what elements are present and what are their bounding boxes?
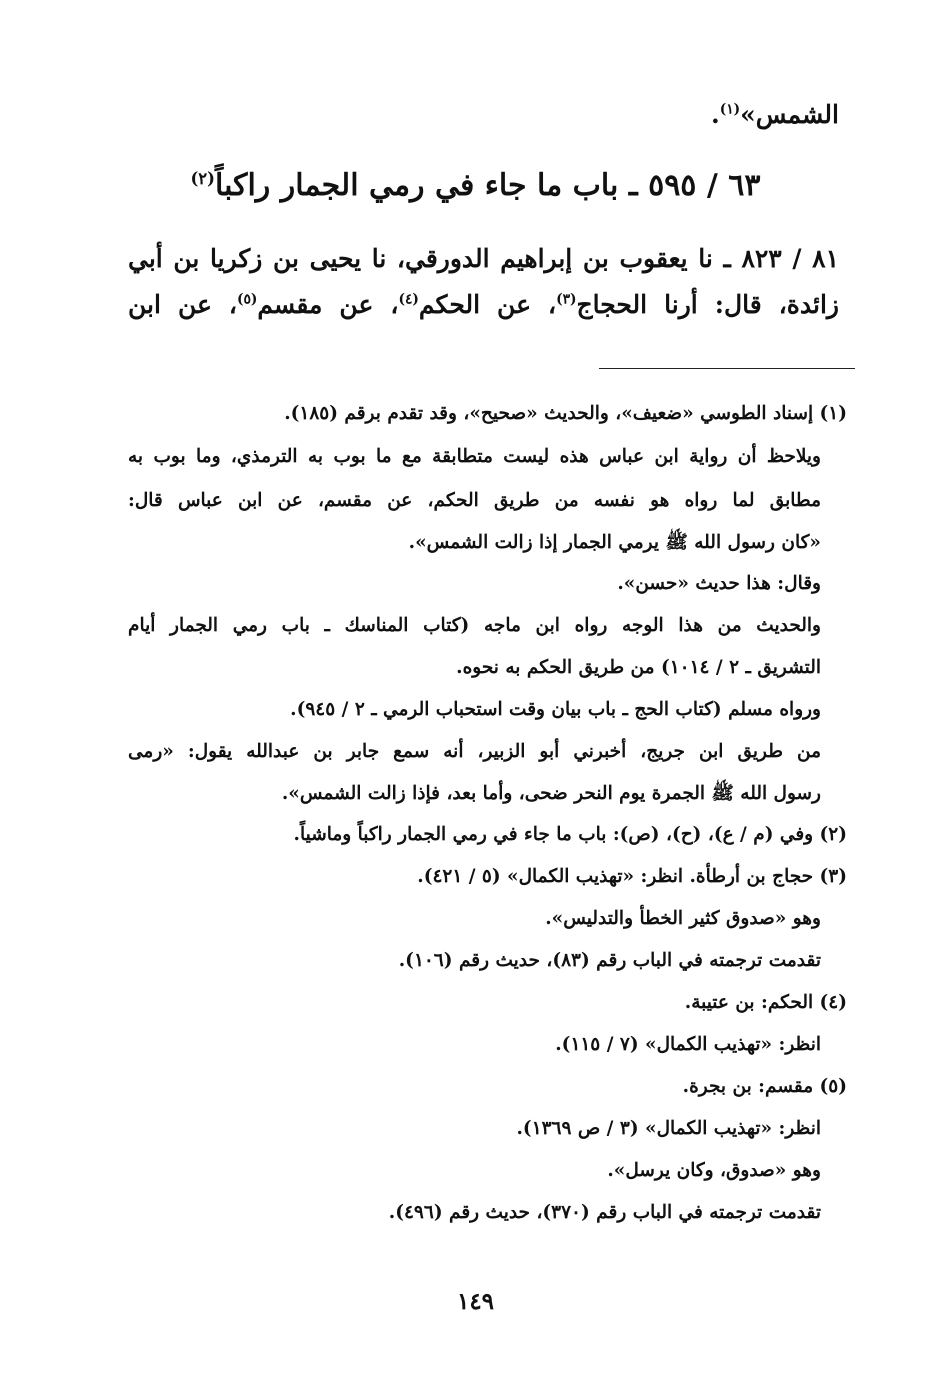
footnote-1-line-3: مطابق لما رواه هو نفسه من طريق الحكم، عن مقسم، عن ابن عباس قال: [128,490,821,511]
footnote-4-line-2: انظر: «تهذيب الكمال» (٧ / ١١٥). [555,1034,821,1055]
hadith-line-1: ٨١ / ٨٢٣ ـ نا يعقوب بن إبراهيم الدورقي، نا يحيى بن زكريا بن أبي [128,244,839,273]
footnote-3-line-3: تقدمت ترجمته في الباب رقم (٨٣)، حديث رقم (١٠٦). [398,950,821,971]
footnote-ref-2: (٢) [190,169,215,188]
footnote-1-line-6: والحديث من هذا الوجه رواه ابن ماجه (كتاب المناسك ـ باب رمي الجمار أيام [128,615,821,636]
footnote-3-line-1: (٣) حجاج بن أرطأة. انظر: «تهذيب الكمال» (٥ / ٤٢١). [417,866,847,887]
footnote-ref-3: (٣) [556,291,577,308]
footnote-5-line-3: وهو «صدوق، وكان يرسل». [607,1160,821,1181]
footnote-separator [599,368,855,369]
footnote-5-line-2: انظر: «تهذيب الكمال» (٣ / ص ١٣٦٩). [516,1118,821,1139]
footnote-1-line-2: ويلاحظ أن رواية ابن عباس هذه ليست متطابقة مع ما بوب به الترمذي، وما بوب به [128,446,821,467]
footnote-1-line-5: وقال: هذا حديث «حسن». [617,573,821,594]
hadith-line-2 [128,290,839,319]
footnote-1-line-10: رسول الله ﷺ الجمرة يوم النحر ضحى، وأما بعد، فإذا زالت الشمس». [281,783,821,804]
continuation-line: الشمس»$^{(١)}$. [711,100,839,129]
footnote-ref-5: (٥) [237,291,258,308]
footnote-1-line-1: (١) إسناد الطوسي «ضعيف»، والحديث «صحيح»، وقد تقدم برقم (١٨٥). [284,403,847,424]
hadith-line-2-part-d: ، عن ابن [128,290,237,319]
footnote-ref-1: (١) [719,101,741,118]
footnote-1-line-9: من طريق ابن جريج، أخبرني أبو الزبير، أنه سمع جابر بن عبدالله يقول: «رمى [128,741,821,762]
footnote-3-line-2: وهو «صدوق كثير الخطأ والتدليس». [545,908,821,929]
footnote-4-line-1: (٤) الحكم: بن عتيبة. [684,992,847,1013]
continuation-text: الشمس» [740,100,839,129]
hadith-line-2-part-b: ، عن الحكم [418,290,557,319]
footnote-2-line-1: (٢) وفي (م / ع)، (ح)، (ص): باب ما جاء في رمي الجمار راكباً وماشياً. [293,824,847,845]
hadith-line-2-part-a: زائدة، قال: أرنا الحجاج [576,290,840,319]
chapter-heading-text: ٦٣ / ٥٩٥ ـ باب ما جاء في رمي الجمار راكباً [214,168,761,203]
chapter-heading [0,168,951,203]
footnote-ref-4: (٤) [398,291,419,308]
hadith-line-2-part-c: ، عن مقسم [257,290,399,319]
footnote-1-line-7: التشريق ـ ٢ / ١٠١٤) من طريق الحكم به نحوه. [456,657,821,678]
page-number: ١٤٩ [456,1288,495,1315]
footnote-5-line-1: (٥) مقسم: بن بجرة. [682,1076,847,1097]
footnote-5-line-4: تقدمت ترجمته في الباب رقم (٣٧٠)، حديث رقم (٤٩٦). [388,1202,821,1223]
footnote-1-line-8: ورواه مسلم (كتاب الحج ـ باب بيان وقت استحباب الرمي ـ ٢ / ٩٤٥). [290,699,821,720]
footnote-1-line-4: «كان رسول الله ﷺ يرمي الجمار إذا زالت الشمس». [408,532,821,553]
